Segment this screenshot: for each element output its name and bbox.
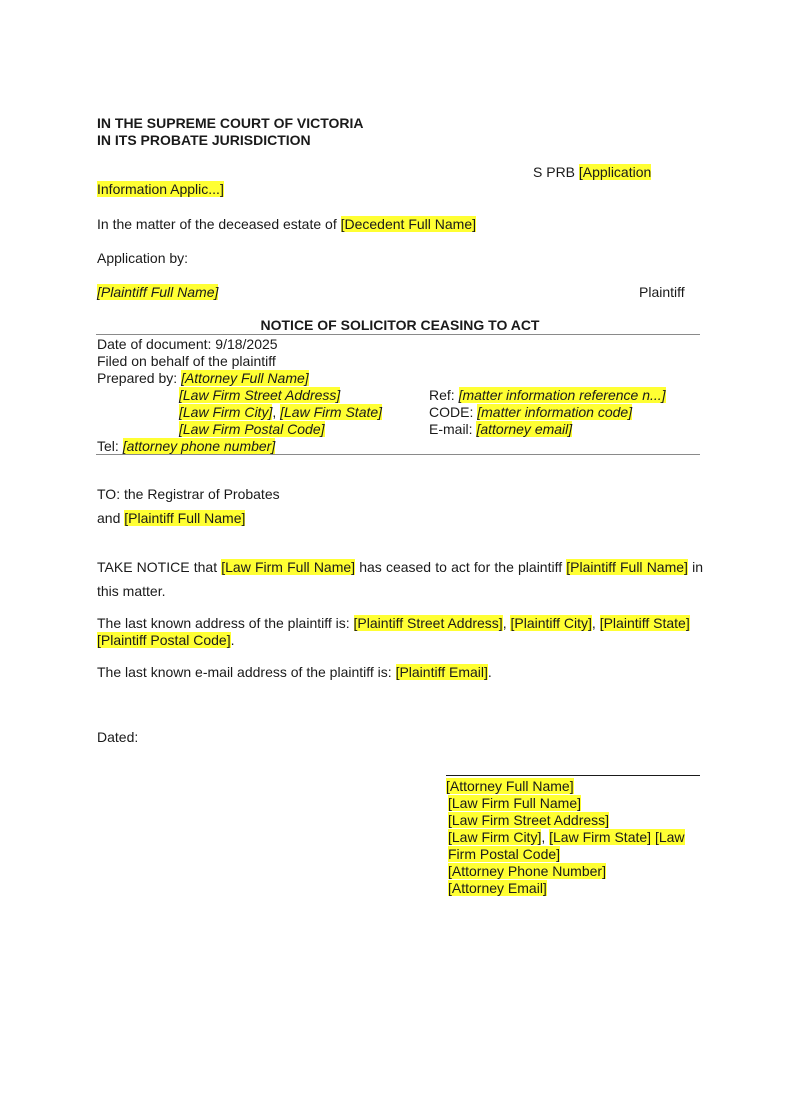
case-number-continued [97,181,224,198]
sig-postal-line [448,846,560,863]
attorney-email-field[interactable]: [attorney email] [476,421,573,437]
dated-label: Dated: [97,729,139,745]
separator: , [591,615,600,631]
plaintiff-street-field[interactable]: [Plaintiff Street Address] [353,615,503,631]
code-label: CODE: [429,404,478,420]
firm-city-field[interactable]: [Law Firm City] [179,404,273,420]
date-of-document: Date of document: 9/18/2025 [97,336,278,352]
plaintiff-city-field[interactable]: [Plaintiff City] [510,615,592,631]
law-firm-name-field[interactable]: [Law Firm Full Name] [221,559,356,575]
body-plaintiff-name-field[interactable]: [Plaintiff Full Name] [566,559,688,575]
prepared-by [97,370,309,387]
sig-firm-state-field[interactable]: [Law Firm State] [549,829,652,845]
sig-firm-line [448,795,581,812]
sig-email-line [448,880,547,897]
ceased-text: has ceased to act for the plaintiff [355,559,567,575]
filed-on-behalf: Filed on behalf of the plaintiff [97,353,276,369]
ref-line [429,387,666,404]
plaintiff-email-field[interactable]: [Plaintiff Email] [395,664,488,680]
to-line: TO: the Registrar of Probates [97,486,280,502]
plaintiff-state-field[interactable]: [Plaintiff State] [599,615,690,631]
sig-attorney-line [446,778,574,795]
address-prefix: The last known address of the plaintiff is: [97,615,354,631]
firm-street-field[interactable]: [Law Firm Street Address] [179,387,341,403]
party-line [97,284,218,301]
top-rule [96,334,700,335]
tel-label: Tel: [97,438,123,454]
sig-firm-postal-field-part[interactable]: [Law [654,829,685,845]
decedent-name-field[interactable]: [Decedent Full Name] [340,216,477,232]
case-field-continued[interactable]: Information Applic...] [97,181,224,197]
court-jurisdiction: IN ITS PROBATE JURISDICTION [97,132,311,148]
matter-line [97,216,476,233]
firm-postal-line [179,421,325,438]
email-prefix: The last known e-mail address of the plaintiff is: [97,664,396,680]
code-field[interactable]: [matter information code] [477,404,633,420]
party-role: Plaintiff [639,284,685,300]
email-label: E-mail: [429,421,477,437]
period: . [230,632,235,648]
case-number [533,164,651,181]
bottom-rule [96,454,700,455]
comma: , [541,829,550,845]
code-line [429,404,632,421]
signature-line[interactable] [446,775,700,776]
sig-phone-line [448,863,606,880]
address-paragraph [97,615,697,649]
firm-postal-field[interactable]: [Law Firm Postal Code] [179,421,325,437]
sig-attorney-name-field[interactable]: [Attorney Full Name] [446,778,574,794]
sig-firm-city-field[interactable]: [Law Firm City] [448,829,542,845]
separator: , [502,615,511,631]
plaintiff-postal-field[interactable]: [Plaintiff Postal Code] [97,632,231,648]
ref-field[interactable]: [matter information reference n...] [458,387,666,403]
case-field[interactable]: [Application [578,164,652,180]
prepared-by-label: Prepared by: [97,370,182,386]
tel-field[interactable]: [attorney phone number] [122,438,276,454]
matter-suffix: in this matter. [97,559,703,599]
email-paragraph [97,664,492,681]
firm-city-state-line [179,404,382,421]
sig-firm-postal-field-cont[interactable]: Firm Postal Code] [448,846,561,862]
sig-street-line [448,812,609,829]
period: . [487,664,492,680]
sig-attorney-phone-field[interactable]: [Attorney Phone Number] [448,863,606,879]
sig-firm-street-field[interactable]: [Law Firm Street Address] [448,812,610,828]
sig-firm-name-field[interactable]: [Law Firm Full Name] [448,795,582,811]
and-line [97,510,245,527]
take-notice-prefix: TAKE NOTICE that [97,559,222,575]
ref-label: Ref: [429,387,459,403]
document-title: NOTICE OF SOLICITOR CEASING TO ACT [260,317,540,333]
and-label: and [97,510,125,526]
sig-city-line [448,829,685,846]
take-notice-paragraph [97,555,703,603]
court-name: IN THE SUPREME COURT OF VICTORIA [97,115,364,131]
attorney-name-field[interactable]: [Attorney Full Name] [181,370,309,386]
comma: , [272,404,281,420]
firm-state-field[interactable]: [Law Firm State] [280,404,383,420]
case-prefix: S PRB [533,164,579,180]
email-line [429,421,572,438]
matter-label: In the matter of the deceased estate of [97,216,341,232]
sig-attorney-email-field[interactable]: [Attorney Email] [448,880,547,896]
tel-line [97,438,275,455]
application-by: Application by: [97,250,189,266]
addressee-plaintiff-field[interactable]: [Plaintiff Full Name] [124,510,246,526]
plaintiff-name-field[interactable]: [Plaintiff Full Name] [97,284,219,300]
firm-street-line [179,387,340,404]
